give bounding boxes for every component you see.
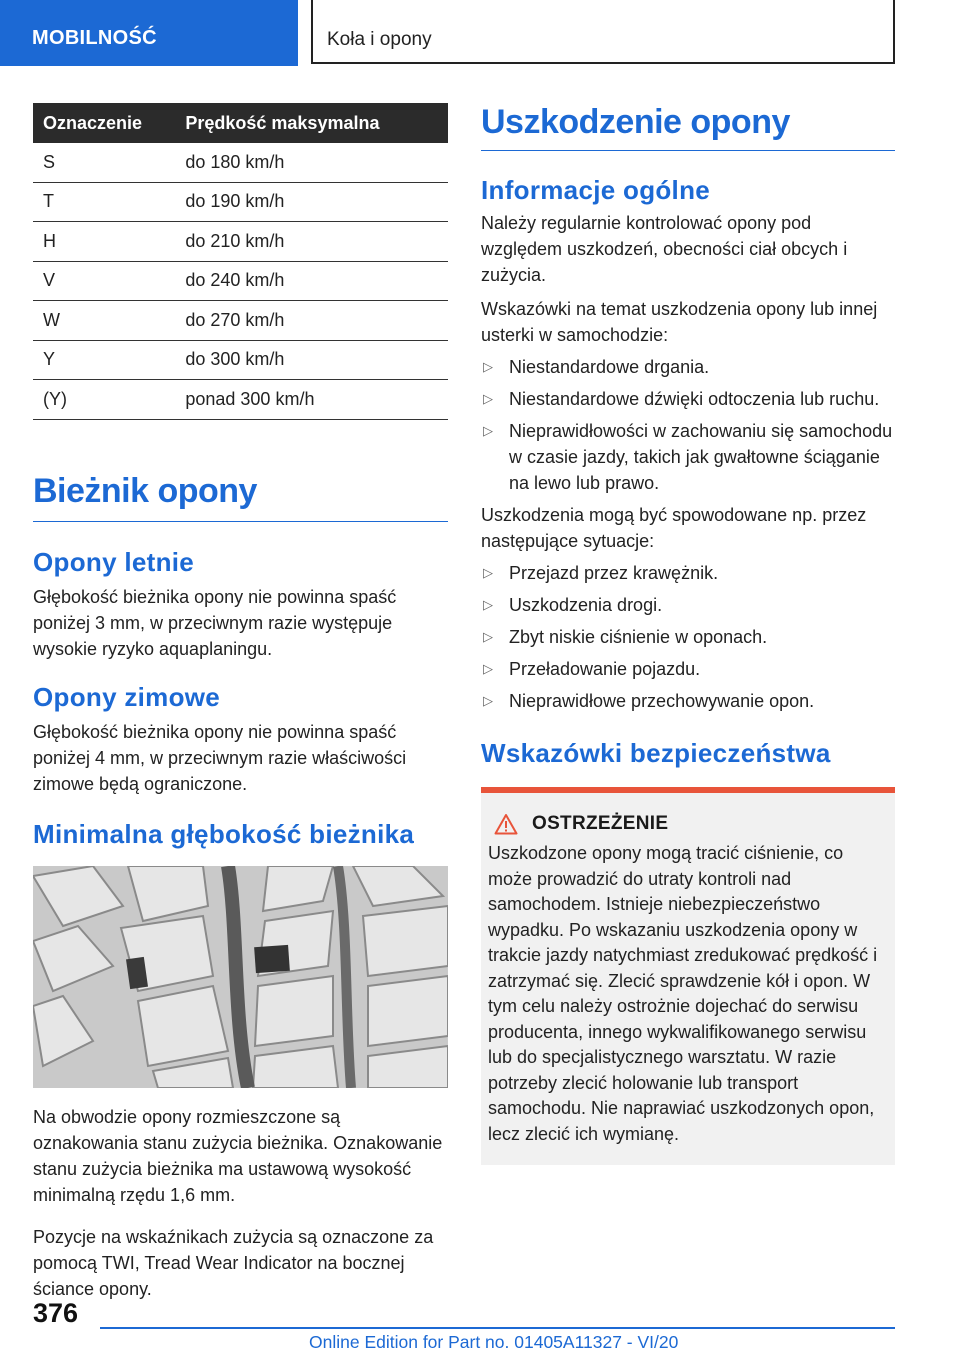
table-cell: do 270 km/h: [179, 301, 448, 341]
triangle-bullet-icon: ▷: [483, 423, 493, 438]
warning-triangle-icon: [494, 813, 518, 835]
summer-tires-text: Głębokość bieżnika opony nie powinna spaść poniżej 3 mm, w przeciwnym razie występuje wysokie ryzyko aquaplaningu.: [33, 586, 397, 659]
triangle-bullet-icon: ▷: [483, 597, 493, 612]
table-row: [33, 182, 448, 222]
triangle-bullet-icon: ▷: [483, 565, 493, 580]
list-item: ▷ Uszkodzenia drogi.: [481, 592, 895, 618]
table-header-row: [33, 103, 448, 143]
winter-tires-heading: Opony zimowe: [33, 681, 221, 712]
list-item: ▷ Przejazd przez krawężnik.: [481, 560, 895, 586]
min-depth-text-2: Pozycje na wskaźnikach zużycia są oznaczone za pomocą TWI, Tread Wear Indicator na bocznej ściance opony.: [33, 1226, 434, 1299]
table-row: [33, 261, 448, 301]
table-cell: H: [33, 222, 179, 262]
winter-tires-text: Głębokość bieżnika opony nie powinna spaść poniżej 4 mm, w przeciwnym razie właściwości zimowe będą ograniczone.: [33, 721, 407, 794]
causes-list: [481, 560, 895, 714]
footer-divider: [100, 1327, 895, 1329]
warning-label: OSTRZEŻENIE: [532, 813, 669, 834]
table-cell: S: [33, 143, 179, 182]
triangle-bullet-icon: ▷: [483, 629, 493, 644]
table-row: [33, 380, 448, 420]
section-title: MOBILNOŚĆ: [32, 27, 157, 49]
hints-intro: Wskazówki na temat uszkodzenia opony lub innej usterki w samochodzie:: [481, 299, 878, 345]
table-row: [33, 340, 448, 380]
summer-tires-heading: Opony letnie: [33, 546, 195, 577]
left-column: [33, 103, 448, 1302]
table-header-code: Oznaczenie: [33, 103, 179, 143]
table-cell: W: [33, 301, 179, 341]
list-item: ▷ Przeładowanie pojazdu.: [481, 656, 895, 682]
table-cell: do 300 km/h: [179, 340, 448, 380]
general-info-text: Należy regularnie kontrolować opony pod względem uszkodzeń, obecności ciał obcych i zużycia.: [481, 213, 848, 285]
list-item: ▷ Nieprawidłowe przechowywanie opon.: [481, 688, 895, 714]
list-item: ▷ Zbyt niskie ciśnienie w oponach.: [481, 624, 895, 650]
table-cell: T: [33, 182, 179, 222]
triangle-bullet-icon: ▷: [483, 661, 493, 676]
general-info-heading: Informacje ogólne: [481, 175, 711, 205]
causes-intro: Uszkodzenia mogą być spowodowane np. przez następujące sytuacje:: [481, 505, 867, 551]
table-cell: Y: [33, 340, 179, 380]
warning-box: [481, 787, 895, 1165]
table-row: [33, 301, 448, 341]
section-tab[interactable]: [0, 0, 298, 66]
triangle-bullet-icon: ▷: [483, 359, 493, 374]
tread-heading: Bieżnik opony: [33, 472, 448, 522]
list-item: ▷ Niestandardowe drgania.: [481, 354, 895, 380]
table-cell: do 180 km/h: [179, 143, 448, 182]
safety-heading: Wskazówki bezpieczeństwa: [481, 738, 831, 768]
right-column: [481, 103, 895, 1165]
warning-header: [494, 813, 887, 835]
table-row: [33, 143, 448, 182]
table-cell: do 210 km/h: [179, 222, 448, 262]
table-cell: V: [33, 261, 179, 301]
tread-wear-indicator-image: [33, 866, 448, 1088]
table-cell: do 190 km/h: [179, 182, 448, 222]
table-cell: ponad 300 km/h: [179, 380, 448, 420]
edition-footer: Online Edition for Part no. 01405A11327 - VI/20: [309, 1332, 679, 1352]
list-item: ▷ Niestandardowe dźwięki odtoczenia lub ruchu.: [481, 386, 895, 412]
chapter-title: Koła i opony: [327, 29, 432, 50]
speed-table: [33, 103, 448, 420]
table-cell: (Y): [33, 380, 179, 420]
warning-text: Uszkodzone opony mogą tracić ciśnienie, co może prowadzić do utraty kontroli nad samochodem. Istnieje niebezpieczeństwo wypadku. Po wskazaniu uszkodzenia opony w trakcie jazdy natychmiast zredukować prędkość i zatrzymać się. Zlecić sprawdzenie kół i opon. W tym celu należy ostrożnie dojechać do serwisu producenta, innego wykwalifikowanego serwisu lub do specjalistycznego warsztatu. W razie potrzeby zlecić holowanie lub transport samochodu. Nie naprawiać uszkodzonych opon, lecz zlecić ich wymianę.: [488, 843, 878, 1144]
min-depth-text-1: Na obwodzie opony rozmieszczone są oznakowania stanu zużycia bieżnika. Oznakowanie stanu zużycia bieżnika ma ustawową wysokość minimalną rzędu 1,6 mm.: [33, 1106, 443, 1205]
hints-list: [481, 354, 895, 496]
table-cell: do 240 km/h: [179, 261, 448, 301]
tire-damage-heading: Uszkodzenie opony: [481, 103, 895, 151]
page-number: 376: [33, 1298, 79, 1328]
triangle-bullet-icon: ▷: [483, 693, 493, 708]
chapter-header: [311, 0, 895, 64]
list-item: ▷ Nieprawidłowości w zachowaniu się samochodu w czasie jazdy, takich jak gwałtowne ściąganie na lewo lub prawo.: [481, 418, 895, 496]
min-depth-heading: Minimalna głębokość bieżnika: [33, 818, 415, 849]
triangle-bullet-icon: ▷: [483, 391, 493, 406]
table-row: [33, 222, 448, 262]
table-header-speed: Prędkość maksymalna: [179, 103, 448, 143]
